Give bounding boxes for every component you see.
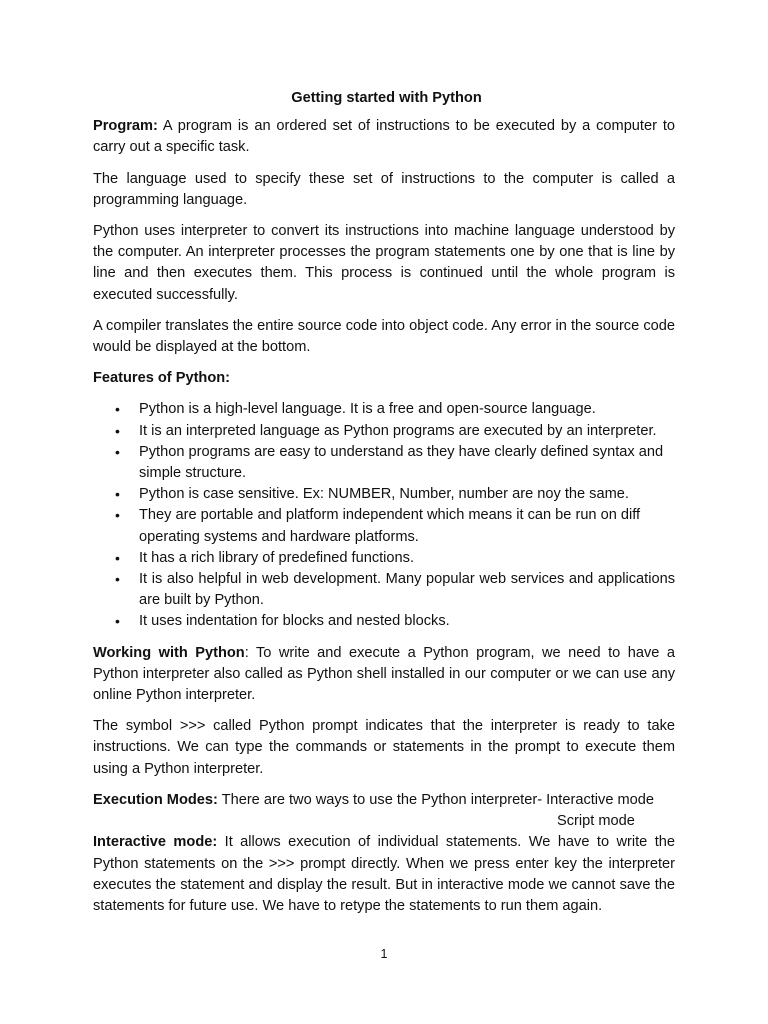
script-mode-line: Script mode xyxy=(557,813,635,830)
working-text: : To write and execute a Python program, we need to have a Python interpreter also called as Python shell installed in our computer or we can use any online Python interpreter. xyxy=(93,644,675,704)
feature-text: It is also helpful in web development. Many popular web services and applications are built by Python. xyxy=(139,571,675,609)
features-list xyxy=(93,399,675,632)
compiler-paragraph: A compiler translates the entire source code into object code. Any error in the source code would be displayed at the bottom. xyxy=(93,317,675,356)
program-text: A program is an ordered set of instructions to be executed by a computer to carry out a specific task. xyxy=(93,118,675,156)
interactive-mode-label: Interactive mode: xyxy=(93,834,218,851)
execution-modes-text: There are two ways to use the Python interpreter- Interactive mode xyxy=(217,791,655,808)
feature-text: Python is case sensitive. Ex: NUMBER, Number, number are noy the same. xyxy=(139,486,629,503)
feature-item xyxy=(93,569,675,611)
feature-item xyxy=(93,421,675,442)
interpreter-paragraph: Python uses interpreter to convert its instructions into machine language understood by the computer. An interpreter processes the program statements one by one that is line by line and then executes them. This process is continued until the whole program is executed successfully. xyxy=(93,223,675,303)
bullet-icon: • xyxy=(115,613,120,630)
working-paragraph xyxy=(93,643,675,707)
page-title: Getting started with Python xyxy=(291,90,482,106)
document-page xyxy=(93,88,675,927)
bullet-icon: • xyxy=(115,486,120,503)
language-paragraph: The language used to specify these set of instructions to the computer is called a programming language. xyxy=(93,170,675,208)
feature-text: It uses indentation for blocks and nested blocks. xyxy=(139,613,450,630)
feature-item xyxy=(93,399,675,420)
program-label: Program: xyxy=(93,118,158,135)
feature-item xyxy=(93,442,675,484)
features-heading: Features of Python: xyxy=(93,370,231,387)
interactive-mode-text: It allows execution of individual statements. We have to write the Python statements on the >>> prompt directly. When we press enter key the interpreter executes the statement and display the result. But in interactive mode we cannot save the statements for future use. We have to retype the statements to run them again. xyxy=(93,834,676,914)
bullet-icon: • xyxy=(115,401,120,418)
features-heading-paragraph xyxy=(93,368,675,389)
bullet-icon: • xyxy=(115,443,120,460)
feature-item xyxy=(93,484,675,505)
bullet-icon: • xyxy=(115,422,120,439)
feature-item xyxy=(93,611,675,632)
bullet-icon: • xyxy=(115,549,120,566)
program-paragraph xyxy=(93,116,675,158)
prompt-paragraph: The symbol >>> called Python prompt indicates that the interpreter is ready to take instructions. We can type the commands or statements in the prompt to execute them using a Python interpreter. xyxy=(93,718,675,777)
feature-text: It is an interpreted language as Python programs are executed by an interpreter. xyxy=(139,422,657,439)
bullet-icon: • xyxy=(115,507,120,524)
execution-modes-line xyxy=(93,790,675,811)
bullet-icon: • xyxy=(115,571,120,588)
feature-item xyxy=(93,548,675,569)
feature-text: Python is a high-level language. It is a free and open-source language. xyxy=(139,401,596,418)
feature-item xyxy=(93,505,675,547)
execution-modes-label: Execution Modes: xyxy=(93,791,218,808)
feature-text: They are portable and platform independent which means it can be run on diff operating systems and hardware platforms. xyxy=(139,507,641,545)
feature-text: Python programs are easy to understand as they have clearly defined syntax and simple structure. xyxy=(139,443,664,482)
interactive-mode-paragraph xyxy=(93,832,675,917)
working-label: Working with Python xyxy=(93,644,245,661)
feature-text: It has a rich library of predefined functions. xyxy=(139,549,414,566)
page-number: 1 xyxy=(380,947,388,961)
